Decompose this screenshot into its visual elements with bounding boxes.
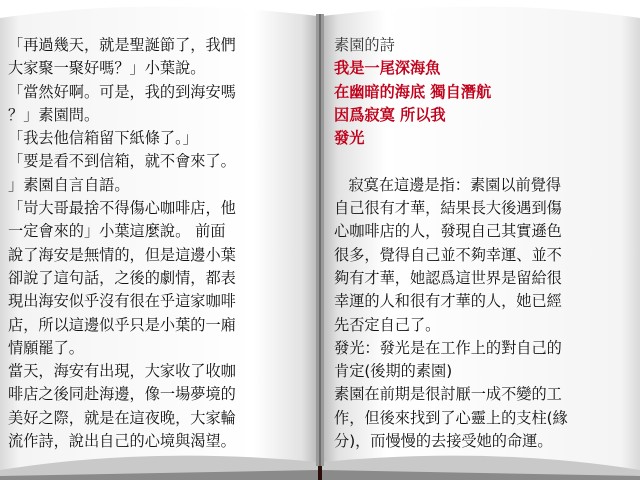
left-line: 「當然好啊。可是，我的到海安嗎 [8, 82, 236, 101]
left-line: 流作詩，說出自己的心境與渴望。 [8, 432, 236, 451]
left-line: 一定會來的」小葉這麼說。 前面 [8, 222, 226, 241]
right-line: 先否定自己了。 [334, 315, 441, 334]
right-line: 作，但後來找到了心靈上的支柱(緣 [334, 408, 568, 427]
left-line: 店，所以這邊似乎只是小葉的一廂 [8, 315, 236, 334]
left-line: 大家聚一聚好嗎？」小葉說。 [8, 59, 206, 78]
poem-line: 在幽暗的海底 獨自潛航 [334, 82, 492, 101]
paragraph-gap [334, 150, 620, 173]
left-line: 「我去他信箱留下紙條了。」 [8, 129, 198, 148]
poem-line: 發光 [334, 129, 365, 148]
right-line: 寂寞在這邊是指：素園以前覺得 [334, 175, 562, 194]
right-line: 幸運的人和很有才華的人，她已經 [334, 292, 562, 311]
right-line: 很多，覺得自己並不夠幸運、並不 [334, 245, 562, 264]
left-line: 「岢大哥最捨不得傷心咖啡店，他 [8, 199, 236, 218]
right-page-text [334, 34, 620, 453]
left-line: 說了海安是無情的，但是這邊小葉 [8, 245, 236, 264]
right-line: 發光：發光是在工作上的對自己的 [334, 338, 562, 357]
poem-line: 我是一尾深海魚 [334, 59, 441, 78]
left-page-text [8, 34, 308, 453]
right-line: 肯定(後期的素園) [334, 362, 453, 381]
left-line: 當天，海安有出現，大家收了收咖 [8, 362, 236, 381]
left-line: 卻說了這句話，之後的劇情，都表 [8, 268, 236, 287]
right-line: 自己很有才華，結果長大後遇到傷 [334, 199, 562, 218]
left-line: 情願罷了。 [8, 338, 84, 357]
poem-line: 因爲寂寞 所以我 [334, 105, 446, 124]
right-line: 分)，而慢慢的去接受她的命運。 [334, 432, 553, 451]
left-line: 」素園自言自語。 [8, 175, 130, 194]
left-line: 啡店之後同赴海邊，像一場夢境的 [8, 385, 236, 404]
right-line: 心咖啡店的人，發現自己其實遜色 [334, 222, 562, 241]
left-line: 美好之際，就是在這夜晚，大家輪 [8, 408, 236, 427]
left-line: 「要是看不到信箱，就不會來了。 [8, 152, 236, 171]
right-line: 素園在前期是很討厭一成不變的工 [334, 385, 562, 404]
right-line: 夠有才華，她認爲這世界是留給很 [334, 268, 562, 287]
left-line: ？」素園問。 [8, 105, 100, 124]
poem-title: 素園的詩 [334, 36, 395, 54]
left-line: 現出海安似乎沒有很在乎這家咖啡 [8, 292, 236, 311]
left-line: 「再過幾天，就是聖誕節了，我們 [8, 36, 236, 54]
